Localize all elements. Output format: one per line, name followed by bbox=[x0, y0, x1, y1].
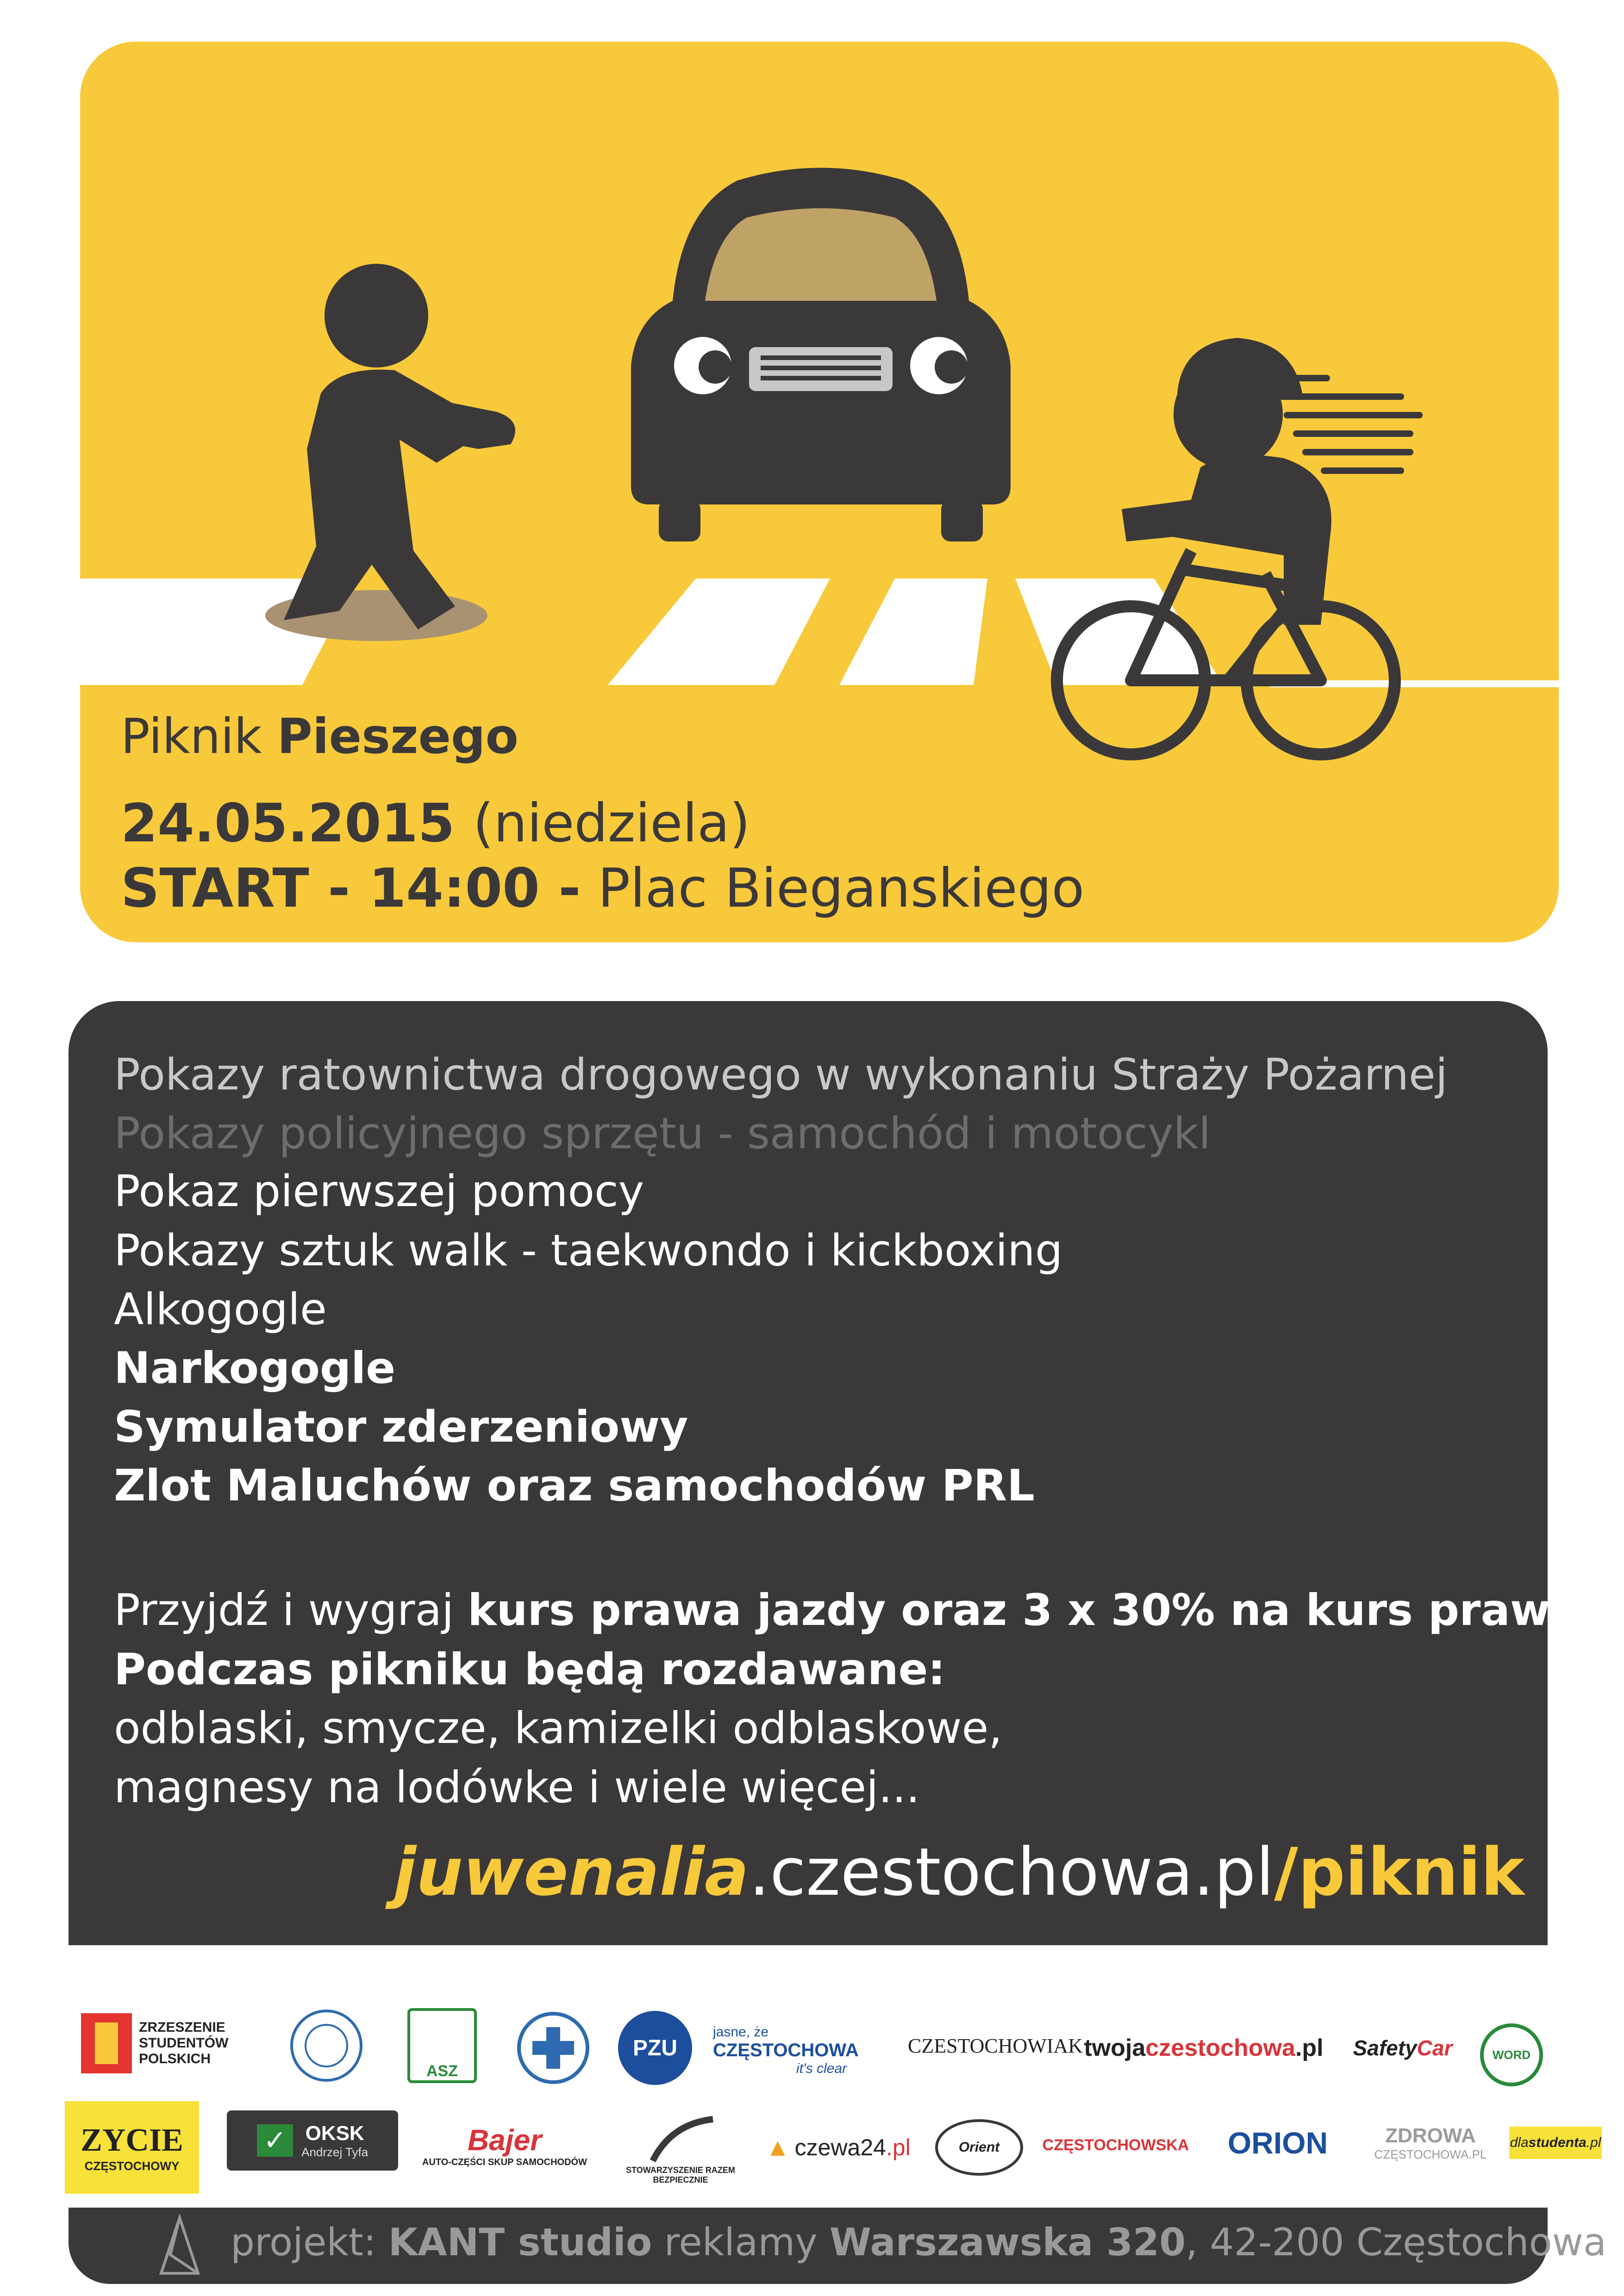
prize-intro: Przyjdź i wygraj bbox=[114, 1585, 454, 1636]
event-day: (niedziela) bbox=[473, 792, 750, 854]
rescue-emblem-icon bbox=[287, 2006, 366, 2085]
safetycar-text-2: Car bbox=[1417, 2036, 1453, 2060]
attraction-item: Pokazy ratownictwa drogowego w wykonaniu Straży Pożarnej bbox=[114, 1050, 1448, 1100]
url-part-path: /piknik bbox=[1274, 1834, 1524, 1910]
attraction-item: Alkogogle bbox=[114, 1284, 327, 1335]
word-text: WORD bbox=[1492, 2047, 1531, 2062]
jasne-text-1: jasne, że bbox=[713, 2024, 769, 2040]
word-logo bbox=[1477, 2020, 1546, 2090]
orion-logo bbox=[1208, 2120, 1347, 2166]
event-start bbox=[121, 857, 1084, 920]
event-url-link[interactable] bbox=[394, 1834, 1524, 1910]
cyclist-icon bbox=[1057, 338, 1423, 754]
dla-text-2: studenta bbox=[1528, 2135, 1587, 2150]
url-part-juwenalia: juwenalia bbox=[394, 1834, 749, 1910]
stowarzyszenie-logo bbox=[616, 2106, 745, 2194]
czewa-text-1: czewa24 bbox=[794, 2134, 886, 2160]
stowarzyszenie-text: STOWARZYSZENIE RAZEM BEZPIECZNIE bbox=[626, 2165, 735, 2184]
dlastudenta-logo bbox=[1509, 2127, 1602, 2159]
bajer-logo bbox=[407, 2106, 602, 2184]
car-icon bbox=[631, 168, 1011, 542]
czewa-text-2: .pl bbox=[886, 2134, 911, 2160]
czestochowska-logo bbox=[1042, 2127, 1190, 2164]
pedestrian-icon bbox=[284, 264, 515, 629]
event-name-light: Piknik bbox=[121, 708, 262, 765]
kant-logo-icon bbox=[152, 2213, 207, 2278]
orion-text: ORION bbox=[1227, 2126, 1328, 2160]
oksk-text-2: Andrzej Tyfa bbox=[301, 2145, 369, 2159]
event-name bbox=[121, 708, 518, 765]
czewa-icon: ▲ bbox=[765, 2134, 790, 2161]
giveaway-list: magnesy na lodówke i wiele więcej... bbox=[114, 1762, 920, 1813]
twoja-text-3: .pl bbox=[1295, 2035, 1324, 2061]
twoja-czestochowa-logo bbox=[1083, 2029, 1324, 2066]
event-place: Plac Bieganskiego bbox=[598, 857, 1085, 920]
dla-text-1: dla bbox=[1510, 2135, 1529, 2150]
zdrowa-logo bbox=[1361, 2117, 1500, 2168]
prize-line bbox=[114, 1585, 1609, 1636]
prize-details: kurs prawa jazdy oraz 3 x 30% na kurs prawka bbox=[468, 1585, 1609, 1636]
attraction-item: Zlot Maluchów oraz samochodów PRL bbox=[114, 1461, 1035, 1511]
attraction-item: Symulator zderzeniowy bbox=[114, 1402, 688, 1452]
zsp-text: ZRZESZENIE STUDENTÓW POLSKICH bbox=[139, 2020, 229, 2066]
safetycar-text-1: Safety bbox=[1353, 2036, 1417, 2060]
bajer-text-1: Bajer bbox=[467, 2123, 542, 2157]
czestochowiak-logo bbox=[898, 2027, 1093, 2064]
asz-logo bbox=[407, 2009, 477, 2083]
crosswalk-stripe bbox=[608, 579, 830, 685]
footer-street: Warszawska 320 bbox=[829, 2221, 1186, 2265]
rescue-logo bbox=[282, 2006, 370, 2085]
event-name-bold: Pieszego bbox=[277, 708, 518, 765]
zycie-logo bbox=[65, 2101, 199, 2194]
jasne-logo bbox=[713, 2013, 889, 2087]
giveaway-title: Podczas pikniku będą rozdawane: bbox=[114, 1644, 946, 1695]
zycie-text-2: CZĘSTOCHOWY bbox=[84, 2159, 180, 2173]
attraction-item: Pokazy policyjnego sprzętu - samochód i motocykl bbox=[114, 1108, 1211, 1159]
footer-city: , 42-200 Częstochowa bbox=[1186, 2221, 1607, 2265]
event-date bbox=[121, 792, 750, 854]
safetycar-logo bbox=[1329, 2027, 1477, 2069]
bajer-text-2: AUTO-CZĘŚCI SKUP SAMOCHODÓW bbox=[422, 2157, 587, 2167]
ambulance-logo bbox=[514, 2009, 593, 2087]
footer-credit-type: reklamy bbox=[664, 2221, 818, 2265]
oksk-text-1: OKSK bbox=[305, 2122, 364, 2145]
sponsor-logos bbox=[65, 1985, 1601, 2208]
road-icon bbox=[643, 2115, 718, 2165]
czestochowiak-text: CZESTOCHOWIAK bbox=[907, 2034, 1083, 2057]
zdrowa-text-2: CZĘSTOCHOWA.PL bbox=[1374, 2147, 1487, 2161]
event-date-value: 24.05.2015 bbox=[121, 792, 455, 854]
event-start-time: START - 14:00 - bbox=[121, 857, 581, 920]
orient-logo bbox=[935, 2117, 1023, 2178]
jasne-text-2: CZĘSTOCHOWA bbox=[713, 2040, 859, 2060]
footer-bar bbox=[69, 2208, 1607, 2284]
hero-banner bbox=[80, 42, 1559, 942]
zdrowa-text-1: ZDROWA bbox=[1385, 2124, 1476, 2147]
check-icon: ✓ bbox=[257, 2124, 293, 2157]
crosswalk-stripe bbox=[839, 579, 987, 685]
footer-credit bbox=[231, 2221, 1606, 2265]
asz-text: ASZ bbox=[426, 2062, 458, 2080]
footer-studio-name: KANT studio bbox=[388, 2221, 652, 2265]
dla-text-3: .pl bbox=[1586, 2135, 1601, 2150]
orient-text: Orient bbox=[958, 2140, 1000, 2155]
czewa24-logo bbox=[759, 2124, 917, 2171]
attraction-item: Pokazy sztuk walk - taekwondo i kickboxing bbox=[114, 1226, 1063, 1276]
czestochowska-text: CZĘSTOCHOWSKA bbox=[1042, 2136, 1189, 2154]
attractions-panel bbox=[69, 1001, 1609, 1945]
footer-credit-label: projekt: bbox=[231, 2221, 376, 2265]
jasne-text-3: it's clear bbox=[796, 2060, 847, 2076]
zsp-emblem-icon bbox=[79, 2009, 134, 2078]
attraction-item: Pokaz pierwszej pomocy bbox=[114, 1166, 644, 1217]
oksk-logo bbox=[227, 2110, 398, 2171]
pzu-logo bbox=[616, 2009, 694, 2087]
medical-cross-icon bbox=[516, 2011, 590, 2085]
twoja-text-1: twoja bbox=[1084, 2035, 1146, 2061]
zsp-logo bbox=[65, 2009, 259, 2078]
zycie-text-1: ZYCIE bbox=[81, 2122, 183, 2158]
pzu-text: PZU bbox=[633, 2035, 677, 2060]
giveaway-list: odblaski, smycze, kamizelki odblaskowe, bbox=[114, 1703, 1003, 1754]
url-part-domain: .czestochowa.pl bbox=[749, 1834, 1274, 1910]
twoja-text-2: czestochowa bbox=[1145, 2035, 1295, 2061]
attraction-item: Narkogogle bbox=[114, 1343, 396, 1394]
